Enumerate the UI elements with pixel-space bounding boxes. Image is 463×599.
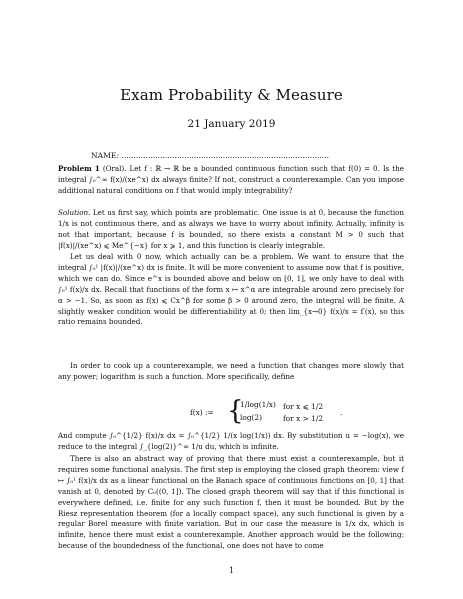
solution-text-1: Let us first say, which points are problematic. One issue is at 0, because the function 1/x is not continuous there, and as always we have to worry about infinity. Actually, infinity is not that important, because f is bounded, so there exists a constant M > 0 such that |f(x)|/(xe^x) ⩽ Me^{−x} for x ⩾ 1, and this function is clearly integrable. [58, 208, 404, 250]
problem-tag: (Oral). [102, 164, 127, 173]
solution-paragraph-2 [58, 252, 404, 328]
equation-period: . [340, 408, 343, 417]
page-title: Exam Probability & Measure [120, 86, 343, 104]
page-number: 1 [228, 566, 235, 575]
exam-date: 21 January 2019 [187, 118, 276, 130]
problem-label: Problem 1 [58, 164, 100, 173]
solution-text-5: There is also an abstract way of proving that there must exist a counterexample, but it requires some functional analysis. The first step is employing the closed graph theorem: view f ↦ ∫₀¹ f(x)/x dx as a linear functional on the Banach space of continuous functions on [0, 1] that vanish at 0, denoted by C₀((0, 1]). The closed graph theorem will say that if this functional is everywhere defined, i.e. finite for any such function f, then it must be bounded. But by the Riesz representation theorem (for a locally compact space), any such functional is given by a regular Borel measure with finite variation. But in our case the measure is 1/x dx, which is infinite, hence there must exist a counterexample. Another approach would be the following: because of the boundedness of the functional, one does not have to come [58, 454, 404, 551]
equation-case-1-value: 1/log(1/x) [240, 400, 276, 409]
solution-label: Solution. [58, 208, 91, 217]
solution-paragraph-5 [58, 454, 404, 552]
solution-text-2: Let us deal with 0 now, which actually can be a problem. We want to ensure that the integral ∫₀¹ |f(x)|/(xe^x) dx is finite. It will be more convenient to assume now that f is positive, which we can do. Since e^x is bounded above and below on [0, 1], we only have to deal with ∫₀¹ f(x)/x dx. Recall that functions of the form x ↦ x^α are integrable around zero precisely for α > −1. So, as soon as f(x) ⩽ Cx^β for some β > 0 around zero, the integral will be finite. A slightly weaker condition would be differentiability at 0; then lim_{x→0} f(x)/x = f′(x), so this ratio remains bounded. [58, 252, 404, 327]
name-field-line: NAME: ...................................................................................... [91, 151, 330, 160]
solution-text-4: And compute ∫₀^{1/2} f(x)/x dx = ∫₀^{1/2} 1/(x log(1/x)) dx. By substitution u = −log(x), we reduce to the integral ∫_{log(2)}^∞ 1/u du, which is infinite. [58, 431, 404, 451]
equation-case-2-condition: for x > 1/2 [283, 414, 324, 423]
solution-text-3: In order to cook up a counterexample, we need a function that changes more slowly that any power; logarithm is such a function. More specifically, define [58, 361, 404, 381]
equation-case-2-value: log(2) [240, 413, 263, 422]
problem-statement [58, 164, 404, 197]
equation-case-1-condition: for x ⩽ 1/2 [283, 402, 324, 411]
piecewise-definition [190, 396, 350, 426]
equation-lhs: f(x) := [190, 408, 214, 417]
problem-text: Let f : ℝ → ℝ be a bounded continuous function such that f(0) = 0. Is the integral ∫₀^∞ f(x)/(xe^x) dx always finite? If not, construct a counterexample. Can you impose additional natural conditions on f that would imply integrability? [58, 164, 404, 195]
solution-paragraph-4 [58, 431, 404, 453]
solution-paragraph-1 [58, 208, 404, 252]
left-brace-symbol: { [227, 396, 244, 426]
solution-paragraph-3 [58, 361, 404, 383]
